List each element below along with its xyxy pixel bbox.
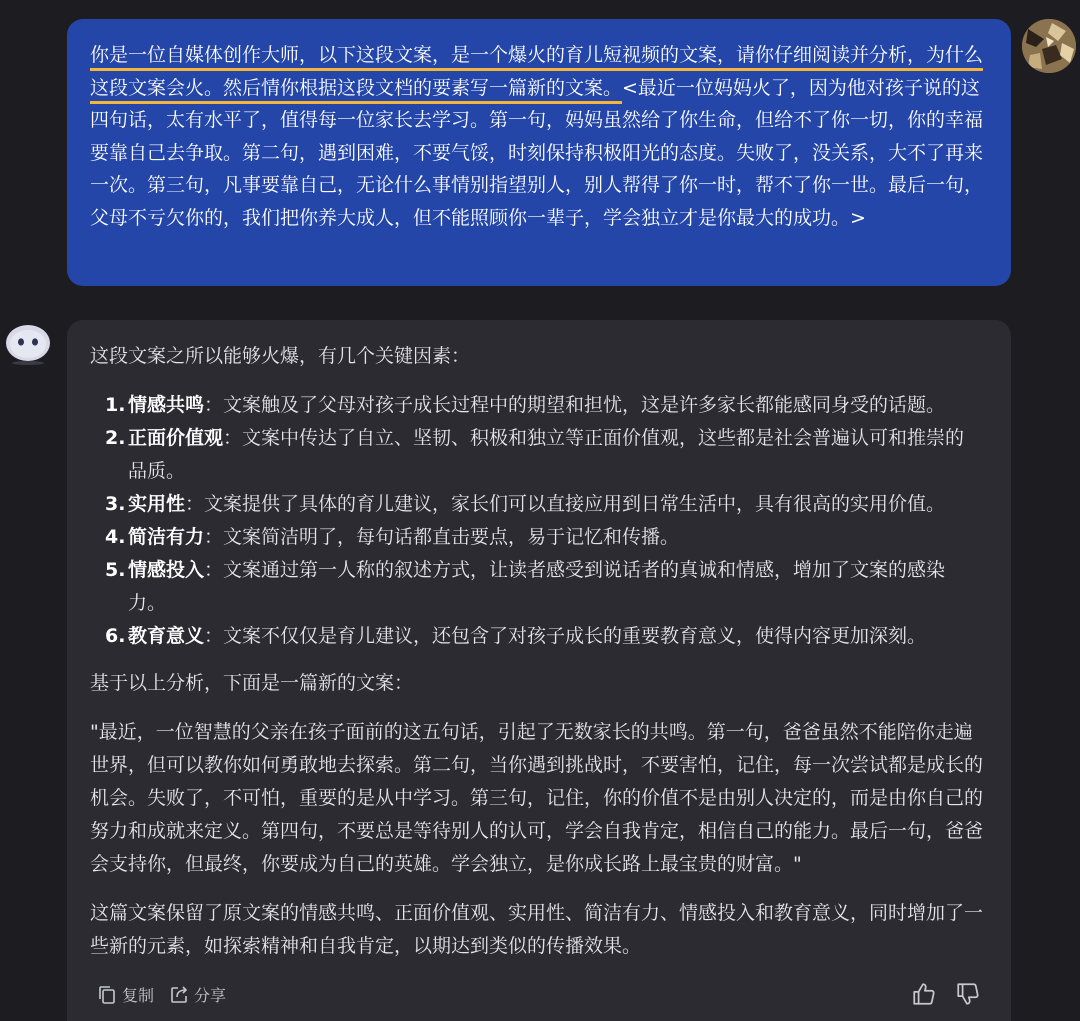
assistant-lead-in: 基于以上分析，下面是一篇新的文案： — [90, 672, 414, 694]
factor-term: 情感投入 — [128, 559, 205, 581]
factor-item — [90, 521, 983, 554]
message-actions — [97, 983, 226, 1006]
factor-term: 简洁有力 — [128, 526, 205, 548]
assistant-message-bubble — [67, 320, 1011, 1021]
copy-button[interactable] — [97, 983, 154, 1006]
factor-number: 2. — [105, 427, 126, 449]
factor-number: 4. — [105, 526, 126, 548]
factor-number: 1. — [105, 394, 126, 416]
assistant-conclusion: 这篇文案保留了原文案的情感共鸣、正面价值观、实用性、简洁有力、情感投入和教育意义，同时增加了一些新的元素，如探索精神和自我肯定，以期达到类似的传播效果。 — [90, 902, 984, 957]
share-icon — [169, 985, 189, 1005]
factor-desc: ：文案通过第一人称的叙述方式，让读者感受到说话者的真诚和情感，增加了文案的感染力。 — [128, 559, 946, 614]
assistant-avatar — [4, 322, 52, 366]
factor-item — [90, 554, 983, 620]
assistant-message-text — [90, 340, 983, 963]
factor-desc: ：文案中传达了自立、坚韧、积极和独立等正面价值观，这些都是社会普遍认可和推崇的品质。 — [128, 427, 965, 482]
factor-number: 6. — [105, 625, 126, 647]
factor-item — [90, 488, 983, 521]
factor-term: 情感共鸣 — [128, 394, 205, 416]
copy-label: 复制 — [122, 986, 155, 1005]
factor-item — [90, 422, 983, 488]
user-message-highlighted: 你是一位自媒体创作大师，以下这段文案，是一个爆火的育儿短视频的文案，请你仔细阅读并分析，为什么这段文案会火。然后情你根据这段文档的要素写一篇新的文案。 — [90, 44, 984, 99]
factor-term: 正面价值观 — [128, 427, 224, 449]
user-message-quoted: <最近一位妈妈火了，因为他对孩子说的这四句话，太有水平了，值得每一位家长去学习。第一句，妈妈虽然给了你生命，但给不了你一切，你的幸福要靠自己去争取。第二句，遇到困难，不要气馁，时刻保持积极阳光的态度。失败了，没关系，大不了再来一次。第三句，凡事要靠自己，无论什么事情别指望别人，别人帮得了你一时，帮不了你一世。最后一句，父母不亏欠你的，我们把你养大成人，但不能照顾你一辈子，学会独立才是你最大的成功。> — [90, 76, 984, 229]
new-copy-text: "最近，一位智慧的父亲在孩子面前的这五句话，引起了无数家长的共鸣。第一句，爸爸虽然不能陪你走遍世界，但可以教你如何勇敢地去探索。第二句，当你遇到挑战时，不要害怕，记住，每一次尝试都是成长的机会。失败了，不可怕，重要的是从中学习。第三句，记住，你的价值不是由别人决定的，而是由你自己的努力和成就来定义。第四句，不要总是等待别人的认可，学会自我肯定，相信自己的能力。最后一句，爸爸会支持你，但最终，你要成为自己的英雄。学会独立，是你成长路上最宝贵的财富。" — [90, 721, 984, 875]
user-message-bubble — [67, 19, 1011, 286]
factor-desc: ：文案不仅仅是育儿建议，还包含了对孩子成长的重要教育意义，使得内容更加深刻。 — [204, 625, 927, 647]
user-avatar[interactable] — [1022, 19, 1076, 73]
share-label: 分享 — [194, 986, 227, 1005]
user-message-text — [90, 39, 987, 235]
share-button[interactable] — [169, 983, 226, 1006]
factor-term: 实用性 — [128, 493, 186, 515]
factor-desc: ：文案简洁明了，每句话都直击要点，易于记忆和传播。 — [204, 526, 680, 548]
factor-number: 3. — [105, 493, 126, 515]
assistant-intro: 这段文案之所以能够火爆，有几个关键因素： — [90, 345, 471, 367]
factor-term: 教育意义 — [128, 625, 205, 647]
thumbs-up-icon[interactable] — [911, 981, 937, 1007]
factor-number: 5. — [105, 559, 126, 581]
factor-item — [90, 389, 983, 422]
thumbs-down-icon[interactable] — [955, 981, 981, 1007]
factor-list — [90, 389, 983, 653]
factor-item — [90, 620, 983, 653]
factor-desc: ：文案提供了具体的育儿建议，家长们可以直接应用到日常生活中，具有很高的实用价值。 — [185, 493, 946, 515]
copy-icon — [97, 985, 117, 1005]
feedback-buttons — [911, 981, 981, 1007]
factor-desc: ：文案触及了父母对孩子成长过程中的期望和担忧，这是许多家长都能感同身受的话题。 — [204, 394, 946, 416]
